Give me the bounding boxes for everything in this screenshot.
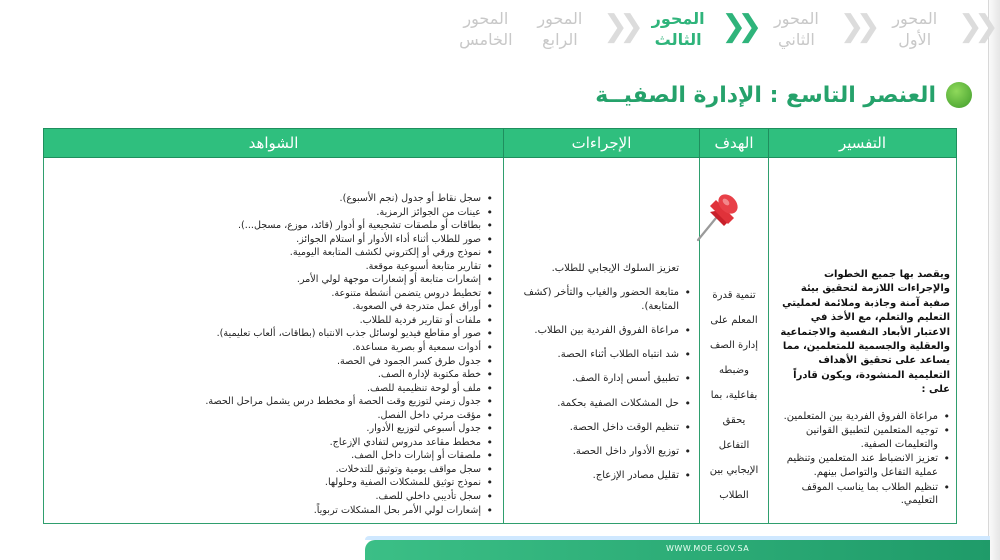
nav-item-axis-5[interactable] xyxy=(455,8,517,50)
double-chevron-icon: ❮❮ xyxy=(602,9,636,44)
header-ijraat: الإجراءات xyxy=(504,129,700,158)
nav-label: المحور الثاني xyxy=(773,9,819,49)
list-item: • سجل مواقف يومية وتوثيق للتدخلات. xyxy=(50,463,493,477)
header-hadaf: الهدف xyxy=(700,129,769,158)
list-item: • مراعاة الفروق الفردية بين الطلاب. xyxy=(510,324,691,338)
list-item: • مراعاة الفروق الفردية بين المتعلمين. xyxy=(775,410,950,424)
list-item: • مؤقت مرئي داخل الفصل. xyxy=(50,409,493,423)
page-title: العنصر التاسع : الإدارة الصفيــة xyxy=(595,82,936,108)
hadaf-line: إدارة الصف xyxy=(709,340,759,351)
list-item: • مخطط مقاعد مدروس لتفادي الإزعاج. xyxy=(50,436,493,450)
list-item: تعزيز السلوك الإيجابي للطلاب. xyxy=(551,263,679,274)
hadaf-line: الإيجابي بين xyxy=(709,465,759,476)
green-circle-icon xyxy=(946,82,972,108)
nav-item-axis-4[interactable] xyxy=(529,8,635,50)
hadaf-line: يحقق التفاعل xyxy=(718,415,750,451)
nav-label: المحور الخامس xyxy=(459,9,513,49)
list-item: • ملفات أو تقارير فردية للطلاب. xyxy=(50,314,493,328)
shawahed-list xyxy=(50,192,493,517)
list-item: • أوراق عمل متدرجة في الصعوبة. xyxy=(50,300,493,314)
list-item: • إشعارات لولي الأمر بحل المشكلات تربوياً. xyxy=(50,504,493,518)
nav-label: المحور الأول xyxy=(892,9,938,49)
list-item: • نموذج توثيق للمشكلات الصفية وحلولها. xyxy=(50,476,493,490)
footer-url[interactable]: WWW.MOE.GOV.SA xyxy=(666,544,750,553)
header-shawahed: الشواهد xyxy=(44,129,504,158)
double-chevron-icon: ❮❮ xyxy=(957,9,990,44)
list-item: • عينات من الجوائز الرمزية. xyxy=(50,206,493,220)
element-table xyxy=(43,128,957,524)
list-item: • إشعارات متابعة أو إشعارات موجهة لولي الأمر. xyxy=(50,273,493,287)
list-item: • تطبيق أسس إدارة الصف. xyxy=(510,372,691,386)
list-item: • جدول زمني لتوزيع وقت الحصة أو مخطط درس يشمل مراحل الحصة. xyxy=(50,395,493,409)
list-item: • صور أو مقاطع فيديو لوسائل جذب الانتباه (بطاقات، ألعاب تعليمية). xyxy=(50,327,493,341)
list-item: • تنظيم الطلاب بما يناسب الموقف التعليمي. xyxy=(775,481,950,508)
ijraat-cell xyxy=(504,158,700,524)
list-item: • أدوات سمعية أو بصرية مساعدة. xyxy=(50,341,493,355)
list-item: • صور للطلاب أثناء أداء الأدوار أو استلام الجوائز. xyxy=(50,233,493,247)
nav-item-axis-3[interactable] xyxy=(647,8,753,50)
list-item: • بطاقات أو ملصقات تشجيعية أو أدوار (قائد، موزع، مسجل...). xyxy=(50,219,493,233)
tafsir-cell xyxy=(769,158,957,524)
nav-label: المحور الرابع xyxy=(537,9,583,49)
nav-item-axis-2[interactable] xyxy=(765,8,871,50)
hadaf-line: وضبطه xyxy=(719,365,749,376)
tafsir-description: ويقصد بها جميع الخطوات والإجراءات اللازمة لتحقيق بيئة صفية آمنة وجاذبة وملائمة لعمليتي التعليم والتعلم، مع الأخذ في الاعتبار الأبعاد النفسية والاجتماعية والعقلية والجسمية للمتعلمين، مما يساعد على تحقيق الأهداف التعليمية المنشودة، ويكون قادراً على : xyxy=(780,269,950,396)
page-title-row xyxy=(595,82,972,108)
hadaf-line: المعلم على xyxy=(710,315,758,326)
list-item: • توزيع الأدوار داخل الحصة. xyxy=(510,445,691,459)
list-item: • توجيه المتعلمين لتطبيق القوانين والتعليمات الصفية. xyxy=(775,424,950,451)
list-item: • سجل تأديبي داخلي للصف. xyxy=(50,490,493,504)
list-item: • تعزيز الانضباط عند المتعلمين وتنظيم عملية التفاعل والتواصل بينهم. xyxy=(775,452,950,479)
list-item: • ملصقات أو إشارات داخل الصف. xyxy=(50,449,493,463)
list-item: • ملف أو لوحة تنظيمية للصف. xyxy=(50,382,493,396)
list-item: • تنظيم الوقت داخل الحصة. xyxy=(510,421,691,435)
nav-label: المحور الثالث xyxy=(651,9,705,49)
list-item: • تخطيط دروس يتضمن أنشطة متنوعة. xyxy=(50,287,493,301)
list-item: • متابعة الحضور والغياب والتأخر (كشف المتابعة). xyxy=(510,286,691,313)
list-item: • جدول طرق كسر الجمود في الحصة. xyxy=(50,355,493,369)
shawahed-cell xyxy=(44,158,504,524)
hadaf-line: الطلاب xyxy=(719,490,749,501)
list-item: • تقارير متابعة أسبوعية موقعة. xyxy=(50,260,493,274)
list-item: • خطة مكتوبة لإدارة الصف. xyxy=(50,368,493,382)
list-item: • حل المشكلات الصفية بحكمة. xyxy=(510,397,691,411)
hadaf-line: تنمية قدرة xyxy=(712,290,756,301)
table-header-row xyxy=(44,129,957,158)
list-item: • جدول أسبوعي لتوزيع الأدوار. xyxy=(50,422,493,436)
double-chevron-icon: ❮❮ xyxy=(721,9,754,44)
nav-item-axis-1[interactable] xyxy=(884,8,990,50)
tafsir-list xyxy=(775,410,950,508)
hadaf-line: بفاعلية، بما xyxy=(710,390,758,401)
table-row xyxy=(44,158,957,524)
list-item: • شد انتباه الطلاب أثناء الحصة. xyxy=(510,348,691,362)
axis-navigation xyxy=(410,8,990,66)
page-edge xyxy=(988,0,1000,560)
list-item: • نموذج ورقي أو إلكتروني لكشف المتابعة اليومية. xyxy=(50,246,493,260)
header-tafsir: التفسير xyxy=(769,129,957,158)
ijraat-list xyxy=(510,262,691,483)
list-item: • سجل نقاط أو جدول (نجم الأسبوع). xyxy=(50,192,493,206)
list-item: • تقليل مصادر الإزعاج. xyxy=(510,469,691,483)
pushpin-icon xyxy=(690,190,742,246)
double-chevron-icon: ❮❮ xyxy=(839,9,872,44)
